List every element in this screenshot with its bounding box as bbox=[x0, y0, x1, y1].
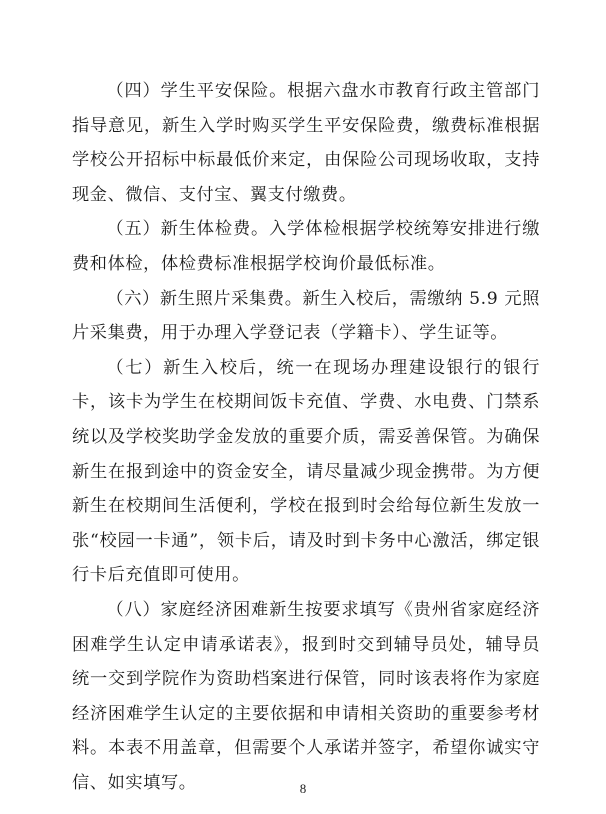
paragraph-photo-fee: （六）新生照片采集费。新生入校后，需缴纳 5.9 元照片采集费，用于办理入学登记表（学籍卡）、学生证等。 bbox=[72, 288, 540, 344]
paragraph-insurance: （四）学生平安保险。根据六盘水市教育行政主管部门指导意见，新生入学时购买学生平安保险费，缴费标准根据学校公开招标中标最低价来定，由保险公司现场收取，支持现金、微信、支付宝、翼支付缴费。 bbox=[72, 81, 540, 205]
paragraph-health-check: （五）新生体检费。入学体检根据学校统筹安排进行缴费和体检，体检费标准根据学校询价最低标准。 bbox=[72, 219, 540, 274]
document-body bbox=[72, 74, 540, 800]
page-number: 8 bbox=[299, 781, 307, 796]
paragraph-bank-card: （七）新生入校后，统一在现场办理建设银行的银行卡，该卡为学生在校期间饭卡充值、学费、水电费、门禁系统以及学校奖助学金发放的重要介质，需妥善保管。为确保新生在报到途中的资金安全，请尽量减少现金携带。为方便新生在校期间生活便利，学校在报到时会给每位新生发放一张“校园一卡通”，领卡后，请及时到卡务中心激活，绑定银行卡后充值即可使用。 bbox=[72, 357, 540, 586]
paragraph-financial-aid: （八）家庭经济困难新生按要求填写《贵州省家庭经济困难学生认定申请承诺表》，报到时交到辅导员处，辅导员统一交到学院作为资助档案进行保管，同时该表将作为家庭经济困难学生认定的主要依据和申请相关资助的重要参考材料。本表不用盖章，但需要个人承诺并签字，希望你诚实守信、如实填写。 bbox=[72, 599, 540, 793]
